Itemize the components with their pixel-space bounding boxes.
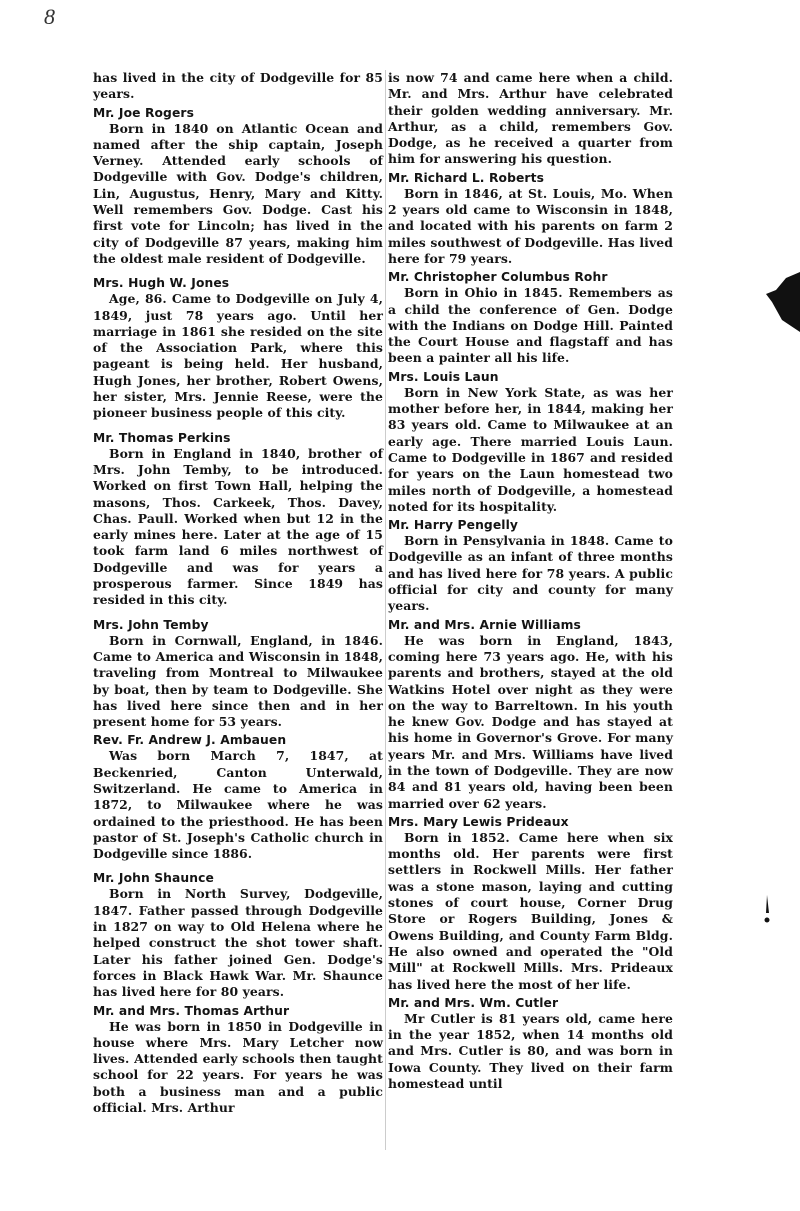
column-divider [385,70,386,1150]
entry-heading: Mr. Richard L. Roberts [388,170,544,185]
scan-artifact [762,895,772,925]
entry-andrew-ambauen [93,732,383,862]
entry-heading: Mr. and Mrs. Thomas Arthur [93,1003,290,1018]
entry-text: Born in 1840 on Atlantic Ocean and named after the ship captain, Joseph Verney. Attended early schools of Dodgeville with Gov. Dodge's children, Lin, Augustus, Henry, Mary and Kitty. Well remembers Gov. Dodge. Cast his first vote for Lincoln; has lived in the city of Dodgeville 87 years, making him the oldest male resident of Dodgeville. [93,120,383,266]
entry-thomas-perkins [93,430,383,609]
entry-text: Mr Cutler is 81 years old, came here in the year 1852, when 14 months old and Mrs. Cutler is 80, and was born in Iowa County. They lived on their farm homestead until [388,1010,673,1092]
entry-text: Age, 86. Came to Dodgeville on July 4, 1849, just 78 years ago. Until her marriage in 1861 she resided on the site of the Association Park, where this pageant is being held. Her husband, Hugh Jones, her brother, Robert Owens, her sister, Mrs. Jennie Reese, were the pioneer business people of this city. [93,291,383,421]
entry-text: He was born in 1850 in Dodgeville in house where Mrs. Mary Letcher now lives. Attended early schools then taught school for 22 years. For years he was both a business man and a public official. Mrs. Arthur [93,1018,383,1116]
entry-heading: Mrs. John Temby [93,617,209,632]
entry-heading: Mr. and Mrs. Arnie Williams [388,617,581,632]
entry-harry-pengelly [388,517,673,614]
entry-hugh-jones [93,275,383,421]
entry-heading: Mr. John Shaunce [93,871,214,886]
entry-text: Born in Ohio in 1845. Remembers as a child the conference of Gen. Dodge with the Indians on Dodge Hill. Painted the Court House and flagstaff and has been a painter all his life. [388,285,673,366]
page-number: 8 [44,4,55,29]
entry-louis-laun [388,369,673,515]
entry-heading: Mr. Thomas Perkins [93,430,231,445]
entry-text: Was born March 7, 1847, at Beckenried, Canton Unterwald, Switzerland. He came to America in 1872, to Milwaukee where he was ordained to the priesthood. He has been pastor of St. Joseph's Catholic church in Dodgeville since 1886. [93,748,383,862]
entry-joe-rogers [93,105,383,268]
left-column [93,70,383,1116]
scan-artifact [762,272,800,332]
entry-heading: Mr. Harry Pengelly [388,518,519,533]
entry-text: Born in North Survey, Dodgeville, 1847. Father passed through Dodgeville in 1827 on way to Old Helena where he helped construct the shot tower shaft. Later his father joined Gen. Dodge's forces in Black Hawk War. Mr. Shaunce has lived here for 80 years. [93,886,383,1000]
entry-text: Born in 1852. Came here when six months old. Her parents were first settlers in Rockwell Mills. Her father was a stone mason, laying and cutting stones of court house, Corner Drug Store or Rogers Building, Jones & Owens Building, and County Farm Bldg. He also owned and operated the "Old Mill" at Rockwell Mills. Mrs. Prideaux has lived here the most of her life. [388,829,673,992]
entry-christopher-rohr [388,269,673,366]
entry-arnie-williams [388,617,673,812]
entry-heading: Mrs. Mary Lewis Prideaux [388,814,569,829]
entry-text: Born in 1846, at St. Louis, Mo. When 2 years old came to Wisconsin in 1848, and located with his parents on farm 2 miles southwest of Dodgeville. Has lived here for 79 years. [388,185,673,266]
entry-text: is now 74 and came here when a child. Mr. and Mrs. Arthur have celebrated their golden wedding anniversary. Mr. Arthur, as a child, remembers Gov. Dodge, as he received a quarter from him for answering his question. [388,70,673,167]
right-column [388,70,673,1092]
entry-heading: Mr. Christopher Columbus Rohr [388,270,608,285]
entry-heading: Mrs. Louis Laun [388,369,499,384]
entry-heading: Rev. Fr. Andrew J. Ambauen [93,733,287,748]
entry-text: He was born in England, 1843, coming here 73 years ago. He, with his parents and brothers, stayed at the old Watkins Hotel over night as they were on the way to Barreltown. In his youth he knew Gov. Dodge and has stayed at his home in Governor's Grove. For many years Mr. and Mrs. Williams have lived in the town of Dodgeville. They are now 84 and 81 years old, having been been married over 62 years. [388,632,673,811]
entry-text: Born in Cornwall, England, in 1846. Came to America and Wisconsin in 1848, traveling from Montreal to Milwaukee by boat, then by team to Dodgeville. She has lived here since then and in her present home for 53 years. [93,632,383,730]
entry-john-temby [93,617,383,731]
entry-wm-cutler [388,995,673,1092]
entry-continuation [388,70,673,168]
entry-text: Born in Pensylvania in 1848. Came to Dodgeville as an infant of three months and has lived here for 78 years. A public official for city and county for many years. [388,533,673,614]
entry-text: Born in England in 1840, brother of Mrs. John Temby, to be introduced. Worked on first Town Hall, helping the masons, Thos. Carkeek, Thos. Davey, Chas. Paull. Worked when but 12 in the early mines here. Later at the age of 15 took farm land 6 miles northwest of Dodgeville and was for years a prosperous farmer. Since 1849 has resided in this city. [93,445,383,608]
entry-thomas-arthur [93,1003,383,1117]
entry-heading: Mrs. Hugh W. Jones [93,276,230,291]
entry-heading: Mr. Joe Rogers [93,105,194,120]
entry-text: has lived in the city of Dodgeville for 85 years. [93,70,383,102]
entry-continuation [93,70,383,103]
entry-john-shaunce [93,870,383,1000]
entry-richard-roberts [388,170,673,267]
entry-heading: Mr. and Mrs. Wm. Cutler [388,995,559,1010]
entry-text: Born in New York State, as was her mother before her, in 1844, making her 83 years old. Came to Milwaukee at an early age. There married Louis Laun. Came to Dodgeville in 1867 and resided for years on the Laun homestead two miles north of Dodgeville, a homestead noted for its hospitality. [388,384,673,514]
entry-mary-prideaux [388,814,673,993]
